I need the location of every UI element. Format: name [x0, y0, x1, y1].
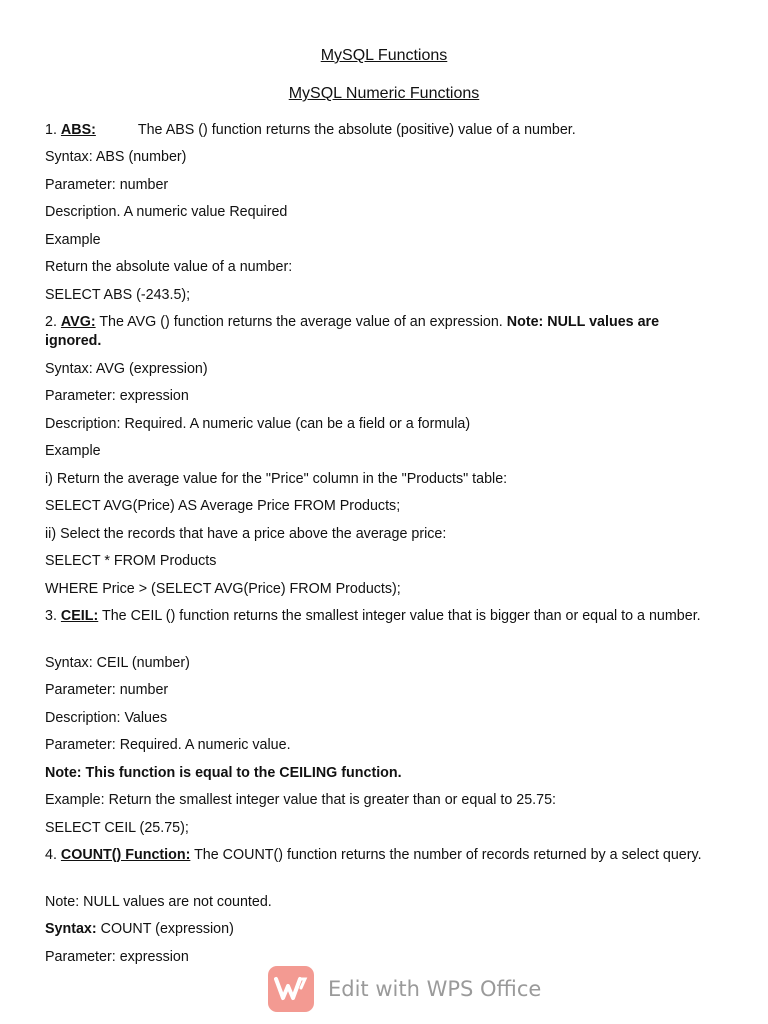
- ceil-heading: CEIL:: [60, 608, 99, 624]
- count-desc: The COUNT() function returns the number of records returned by a select query.: [194, 847, 702, 863]
- document-title: MySQL Functions: [320, 47, 448, 64]
- avg-parameter: Parameter: expression: [45, 388, 189, 404]
- abs-example: Example: [45, 232, 101, 248]
- ceil-heading-line: [45, 607, 705, 626]
- avg-query-1: SELECT AVG(Price) AS Average Price FROM Products;: [45, 498, 401, 514]
- ceil-example: Example: Return the smallest integer value that is greater than or equal to 25.75:: [45, 792, 557, 808]
- section-title: MySQL Numeric Functions: [288, 85, 480, 102]
- ceil-number: 3.: [45, 608, 57, 624]
- avg-query-2b: WHERE Price > (SELECT AVG(Price) FROM Products);: [45, 581, 401, 597]
- abs-heading: ABS:: [60, 122, 96, 138]
- avg-example-1: i) Return the average value for the "Price" column in the "Products" table:: [45, 471, 508, 487]
- avg-syntax: Syntax: AVG (expression): [45, 361, 208, 377]
- wps-logo-icon: [268, 966, 314, 1012]
- count-syntax-label: Syntax:: [45, 921, 97, 937]
- ceil-parameter-2: Parameter: Required. A numeric value.: [45, 737, 291, 753]
- abs-parameter: Parameter: number: [45, 177, 169, 193]
- abs-query: SELECT ABS (-243.5);: [45, 287, 191, 303]
- count-note: Note: NULL values are not counted.: [45, 894, 272, 910]
- count-heading-line: [45, 846, 705, 865]
- watermark-text: Edit with WPS Office: [328, 977, 542, 1001]
- avg-query-2a: SELECT * FROM Products: [45, 553, 217, 569]
- ceil-description: Description: Values: [45, 710, 168, 726]
- avg-heading-line: [45, 313, 705, 351]
- avg-number: 2.: [45, 314, 57, 330]
- abs-desc: The ABS () function returns the absolute (positive) value of a number.: [137, 122, 576, 138]
- ceil-parameter: Parameter: number: [45, 682, 169, 698]
- abs-syntax: Syntax: ABS (number): [45, 149, 187, 165]
- abs-heading-line: [45, 121, 705, 140]
- ceil-desc: The CEIL () function returns the smallest integer value that is bigger than or equal to a number.: [101, 608, 701, 624]
- abs-example-text: Return the absolute value of a number:: [45, 259, 293, 275]
- avg-heading: AVG:: [60, 314, 96, 330]
- count-syntax: COUNT (expression): [100, 921, 234, 937]
- ceil-query: SELECT CEIL (25.75);: [45, 820, 189, 836]
- count-parameter: Parameter: expression: [45, 949, 189, 965]
- avg-note: Note: NULL values are ignored.: [45, 314, 660, 349]
- avg-example-2: ii) Select the records that have a price above the average price:: [45, 526, 447, 542]
- abs-number: 1.: [45, 122, 57, 138]
- count-syntax-line: [45, 920, 705, 939]
- avg-description: Description: Required. A numeric value (can be a field or a formula): [45, 416, 471, 432]
- abs-description: Description. A numeric value Required: [45, 204, 288, 220]
- ceil-note: Note: This function is equal to the CEILING function.: [45, 765, 402, 781]
- count-number: 4.: [45, 847, 57, 863]
- count-heading: COUNT() Function:: [60, 847, 191, 863]
- wps-watermark[interactable]: [268, 964, 541, 1014]
- avg-example: Example: [45, 443, 101, 459]
- avg-desc: The AVG () function returns the average value of an expression.: [99, 314, 503, 330]
- ceil-syntax: Syntax: CEIL (number): [45, 655, 190, 671]
